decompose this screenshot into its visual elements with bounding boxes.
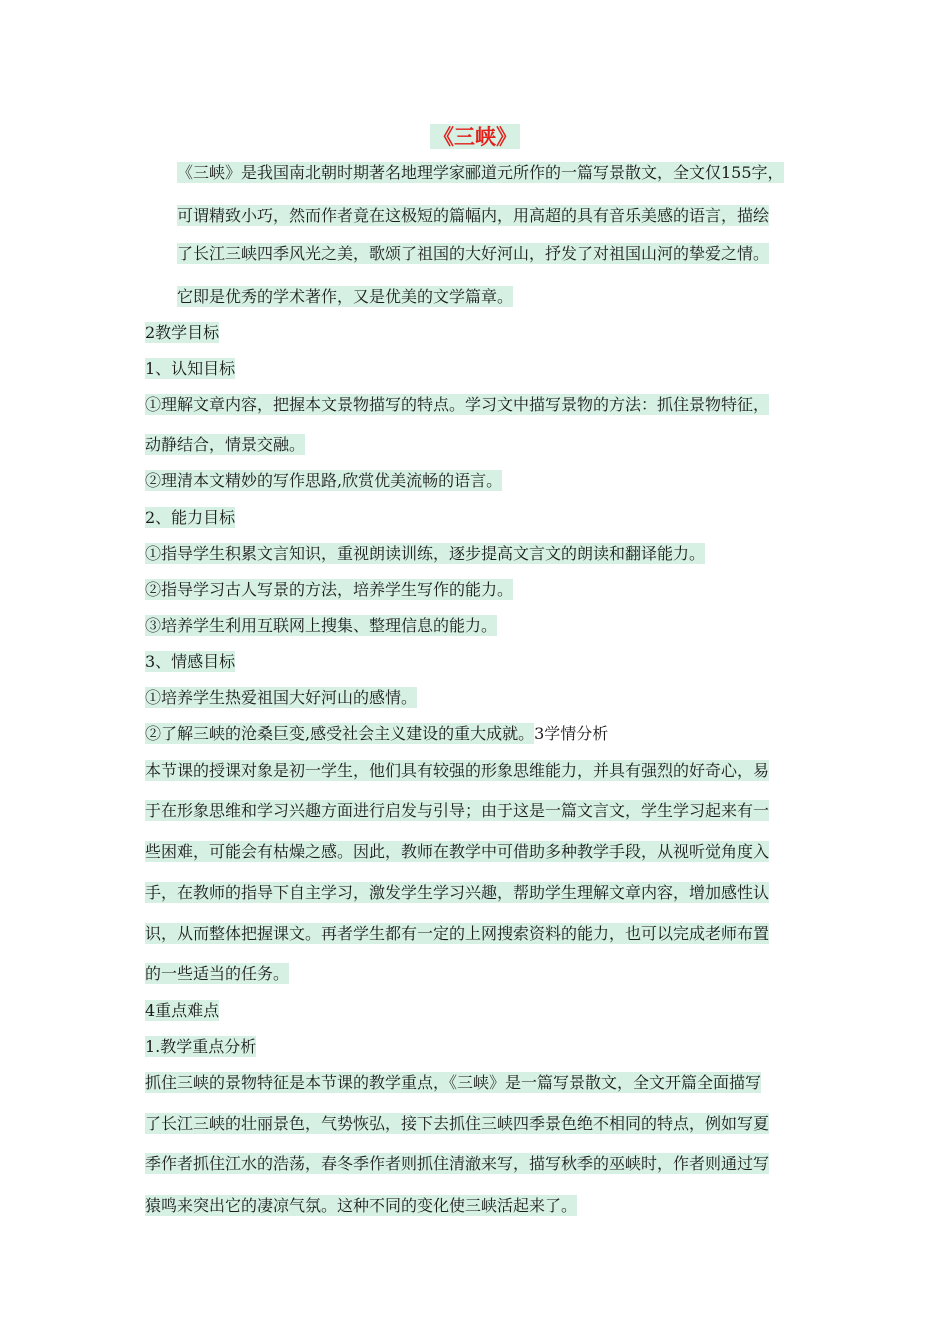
body-line: 抓住三峡的景物特征是本节课的教学重点，《三峡》是一篇写景散文，全文开篇全面描写 (145, 1073, 762, 1092)
body-line: 猿鸣来突出它的凄凉气氛。这种不同的变化使三峡活起来了。 (145, 1196, 578, 1215)
subsection-heading: 1.教学重点分析 (145, 1037, 257, 1056)
body-line: 些困难，可能会有枯燥之感。因此，教师在教学中可借助多种教学手段，从视听觉角度入 (145, 842, 770, 861)
body-line: 动静结合，情景交融。 (145, 435, 306, 454)
document-title: 《三峡》 (0, 122, 950, 152)
body-line: ②理清本文精妙的写作思路,欣赏优美流畅的语言。 (145, 471, 503, 490)
intro-line: 《三峡》是我国南北朝时期著名地理学家郦道元所作的一篇写景散文，全文仅155字， (177, 163, 784, 182)
intro-line: 了长江三峡四季风光之美，歌颂了祖国的大好河山，抒发了对祖国山河的挚爱之情。 (177, 244, 770, 263)
subsection-heading: 1、认知目标 (145, 359, 236, 378)
subsection-heading: 3、情感目标 (145, 652, 236, 671)
section-heading: 4重点难点 (145, 1001, 220, 1020)
subsection-heading: 2、能力目标 (145, 508, 236, 527)
body-line: 本节课的授课对象是初一学生，他们具有较强的形象思维能力，并具有强烈的好奇心，易 (145, 761, 770, 780)
section-heading: 3学情分析 (534, 724, 609, 743)
body-line: 于在形象思维和学习兴趣方面进行启发与引导；由于这是一篇文言文，学生学习起来有一 (145, 801, 770, 820)
body-line: ③培养学生利用互联网上搜集、整理信息的能力。 (145, 616, 498, 635)
body-line: ①培养学生热爱祖国大好河山的感情。 (145, 688, 418, 707)
body-line: 的一些适当的任务。 (145, 964, 290, 983)
body-line: 了长江三峡的壮丽景色，气势恢弘，接下去抓住三峡四季景色绝不相同的特点，例如写夏 (145, 1114, 770, 1133)
body-line: ①理解文章内容，把握本文景物描写的特点。学习文中描写景物的方法：抓住景物特征， (145, 395, 770, 414)
body-line: ②指导学习古人写景的方法，培养学生写作的能力。 (145, 580, 514, 599)
body-line: 季作者抓住江水的浩荡，春冬季作者则抓住清澈来写，描写秋季的巫峡时，作者则通过写 (145, 1154, 770, 1173)
body-line: 识，从而整体把握课文。再者学生都有一定的上网搜索资料的能力，也可以完成老师布置 (145, 924, 770, 943)
section-heading: 2教学目标 (145, 323, 220, 342)
body-line: ①指导学生积累文言知识，重视朗读训练，逐步提高文言文的朗读和翻译能力。 (145, 544, 706, 563)
body-line: 手，在教师的指导下自主学习，激发学生学习兴趣，帮助学生理解文章内容，增加感性认 (145, 883, 770, 902)
body-line: ②了解三峡的沧桑巨变,感受社会主义建设的重大成就。3学情分析 (145, 724, 609, 743)
intro-line: 可谓精致小巧，然而作者竟在这极短的篇幅内，用高超的具有音乐美感的语言，描绘 (177, 206, 770, 225)
intro-line: 它即是优秀的学术著作，又是优美的文学篇章。 (177, 287, 514, 306)
